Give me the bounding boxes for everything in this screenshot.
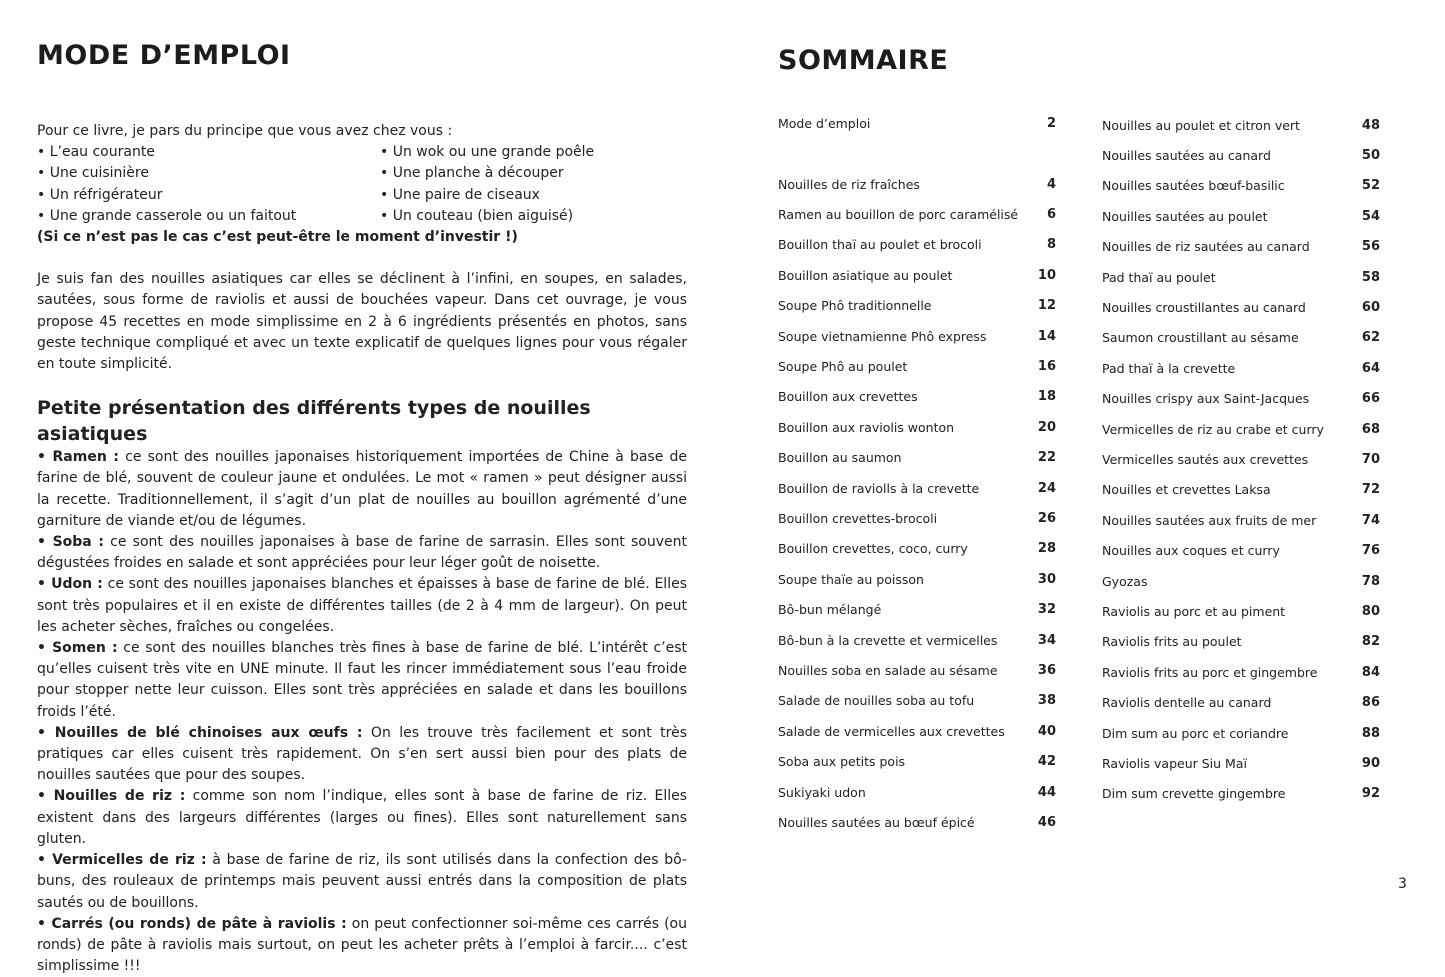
toc-entry-label: Soupe Phô au poulet bbox=[778, 358, 908, 374]
toc-entry-page: 78 bbox=[1361, 573, 1380, 589]
toc-entry bbox=[1102, 693, 1380, 713]
toc-entry-page: 84 bbox=[1361, 664, 1380, 680]
toc-entry-label: Vermicelles de riz au crabe et curry bbox=[1102, 421, 1324, 437]
left-page bbox=[37, 40, 687, 977]
toc-entry-label: Sukiyaki udon bbox=[778, 784, 866, 800]
toc-entry bbox=[778, 235, 1056, 255]
toc-entry-label: Ramen au bouillon de porc caramélisé bbox=[778, 206, 1019, 222]
toc-entry-label: Raviolis frits au poulet bbox=[1102, 634, 1242, 650]
equipment-item: • L’eau courante bbox=[37, 144, 155, 161]
noodle-type-term: • Carrés (ou ronds) de pâte à raviolis : bbox=[37, 915, 347, 932]
toc-entry-label: Nouilles soba en salade au sésame bbox=[778, 662, 998, 678]
toc-entry bbox=[1102, 237, 1380, 257]
toc-entry bbox=[778, 782, 1056, 802]
toc-entry-label: Bouillon crevettes, coco, curry bbox=[778, 541, 968, 557]
toc-entry-page: 36 bbox=[1037, 662, 1056, 678]
noodle-type-desc: ce sont des nouilles blanches très fines à base de farine de blé. L’intérêt c’est qu’elles cuisent très vite en UNE minute. Il faut les rincer immédiatement sous l’eau froide pour stopper nette leur cuisson. Elles sont très appréciées en salade et dans les bouillons froids l’été. bbox=[37, 640, 687, 720]
equipment-item: • Une planche à découper bbox=[380, 165, 564, 182]
toc-entry-page: 26 bbox=[1037, 510, 1056, 526]
toc-entry bbox=[778, 812, 1056, 832]
toc-entry-label: Bouillon au saumon bbox=[778, 450, 902, 466]
toc-entry-label: Nouilles sautées bœuf-basilic bbox=[1102, 178, 1285, 194]
mode-emploi-title: MODE D’EMPLOI bbox=[37, 40, 291, 71]
toc-entry-label: Bouillon aux raviolis wonton bbox=[778, 419, 955, 435]
noodle-types-list bbox=[37, 447, 687, 977]
noodle-type-term: • Vermicelles de riz : bbox=[37, 852, 207, 869]
toc-entry bbox=[1102, 784, 1380, 804]
toc-entry bbox=[1102, 145, 1380, 165]
noodle-type-term: • Soba : bbox=[37, 534, 104, 551]
toc-entry-page: 70 bbox=[1361, 451, 1380, 467]
noodle-type-item bbox=[37, 532, 687, 574]
toc-entry-label: Dim sum crevette gingembre bbox=[1102, 786, 1286, 802]
noodle-type-item bbox=[37, 914, 687, 977]
toc-entry bbox=[1102, 389, 1380, 409]
equipment-item: • Une paire de ciseaux bbox=[380, 186, 540, 203]
toc-entry-label: Soupe Phô traditionnelle bbox=[778, 298, 932, 314]
toc-entry-page: 48 bbox=[1361, 117, 1380, 133]
intro-text: Pour ce livre, je pars du principe que vous avez chez vous : bbox=[37, 123, 453, 139]
toc-entry bbox=[778, 600, 1056, 620]
toc-entry bbox=[778, 630, 1056, 650]
toc-entry bbox=[778, 448, 1056, 468]
toc-entry-page: 10 bbox=[1037, 267, 1056, 283]
toc-entry-page: 90 bbox=[1361, 755, 1380, 771]
toc-entry bbox=[1102, 510, 1380, 530]
toc-entry-page: 30 bbox=[1037, 571, 1056, 587]
toc-entry-label: Soupe thaïe au poisson bbox=[778, 571, 924, 587]
toc-entry-page: 14 bbox=[1037, 328, 1056, 344]
toc-entry bbox=[778, 296, 1056, 316]
toc-entry-label: Nouilles sautées au poulet bbox=[1102, 208, 1268, 224]
toc-entry bbox=[1102, 328, 1380, 348]
toc-entry bbox=[778, 356, 1056, 376]
toc-entry bbox=[778, 478, 1056, 498]
noodle-type-desc: ce sont des nouilles japonaises historiquement importées de Chine à base de farine de blé, souvent de couleur jaune et ondulées. Le mot « ramen » peut désigner aussi la recette. Traditionnellement, il s’agit d’un plat de nouilles au bouillon agrémenté d’une garniture de viande et/ou de légumes. bbox=[37, 449, 687, 529]
noodle-type-desc: on peut confectionner soi-même ces carrés (ou ronds) de pâte à raviolis mais surtout, on peut les acheter prêts à l’emploi à farcir.... c’est simplissime !!! bbox=[37, 915, 687, 975]
toc-entry bbox=[778, 508, 1056, 528]
toc-entry-label: Raviolis frits au porc et gingembre bbox=[1102, 664, 1318, 680]
toc-entry-label: Bouillon de raviolls à la crevette bbox=[778, 480, 980, 496]
toc-entry bbox=[1102, 723, 1380, 743]
toc-entry-label: Nouilles de riz sautées au canard bbox=[1102, 239, 1310, 255]
toc-entry-page: 2 bbox=[1046, 115, 1056, 131]
toc-entry-page: 40 bbox=[1037, 723, 1056, 739]
toc-entry bbox=[1102, 753, 1380, 773]
toc-entry-label: Bouillon aux crevettes bbox=[778, 389, 918, 405]
toc-entry-label: Saumon croustillant au sésame bbox=[1102, 330, 1299, 346]
toc-entry-page: 66 bbox=[1361, 391, 1380, 407]
toc-entry bbox=[1102, 206, 1380, 226]
equipment-row bbox=[37, 185, 687, 206]
toc-entry-page: 72 bbox=[1361, 482, 1380, 498]
toc-entry bbox=[1102, 358, 1380, 378]
toc-entry-page: 52 bbox=[1361, 178, 1380, 194]
noodle-type-item bbox=[37, 850, 687, 914]
noodle-type-item bbox=[37, 638, 687, 723]
toc-entry bbox=[778, 417, 1056, 437]
noodle-type-item bbox=[37, 723, 687, 787]
toc-entry-label: Bô-bun à la crevette et vermicelles bbox=[778, 632, 998, 648]
toc-entry-label: Pad thaï au poulet bbox=[1102, 269, 1216, 285]
toc-entry-label: Mode d’emploi bbox=[778, 115, 871, 131]
toc-entry-label: Salade de vermicelles aux crevettes bbox=[778, 723, 1005, 739]
noodle-type-desc: ce sont des nouilles japonaises blanches et épaisses à base de farine de blé. Elles sont très populaires et il en existe de différentes tailles (de 2 à 4 mm de largeur). On peut les acheter sèches, fraîches ou congelées. bbox=[37, 576, 687, 635]
toc-entry-page: 8 bbox=[1046, 237, 1056, 253]
noodle-type-term: • Ramen : bbox=[37, 449, 119, 466]
toc-entry-page: 42 bbox=[1037, 754, 1056, 770]
equipment-row bbox=[37, 206, 687, 227]
toc-entry-label: Nouilles de riz fraîches bbox=[778, 176, 920, 192]
equipment-row bbox=[37, 163, 687, 184]
toc-entry-page: 18 bbox=[1037, 389, 1056, 405]
toc-entry-page: 74 bbox=[1361, 512, 1380, 528]
toc-entry-label: Raviolis au porc et au piment bbox=[1102, 603, 1286, 619]
equipment-item: • Une cuisinière bbox=[37, 165, 149, 182]
toc-entry-page: 44 bbox=[1037, 784, 1056, 800]
toc-entry-page: 38 bbox=[1037, 693, 1056, 709]
toc-entry-label: Raviolis dentelle au canard bbox=[1102, 695, 1272, 711]
equipment-row bbox=[37, 142, 687, 163]
sommaire-title: SOMMAIRE bbox=[778, 45, 949, 76]
toc-entry bbox=[1102, 176, 1380, 196]
intro-paragraph: Je suis fan des nouilles asiatiques car elles se déclinent à l’infini, en soupes, en salades, sautées, sous forme de raviolis et aussi de bouchées vapeur. Dans cet ouvrage, je vous propose 45 recettes en mode simplissime en 2 à 6 ingrédients présentés en photos, sans geste technique compliqué et avec un texte explicatif de quelques lignes pour vous régaler en toute simplicité. bbox=[37, 271, 687, 373]
toc-entry-page: 92 bbox=[1361, 786, 1380, 802]
toc-entry bbox=[1102, 480, 1380, 500]
toc-entry-label: Bouillon crevettes-brocoli bbox=[778, 510, 938, 526]
toc-entry-page: 22 bbox=[1037, 450, 1056, 466]
noodle-type-term: • Nouilles de riz : bbox=[37, 788, 186, 805]
toc-entry bbox=[1102, 297, 1380, 317]
toc-entry-page: 28 bbox=[1037, 541, 1056, 557]
toc-entry bbox=[778, 539, 1056, 559]
toc-entry-label: Nouilles et crevettes Laksa bbox=[1102, 482, 1271, 498]
toc-entry-page: 76 bbox=[1361, 543, 1380, 559]
toc-entry-page: 88 bbox=[1361, 725, 1380, 741]
toc-entry bbox=[778, 265, 1056, 285]
noodle-type-desc: On les trouve très facilement et sont très pratiques car elles cuisent très rapidement. On s’en sert aussi bien pour des plats de nouilles sautées que pour des soupes. bbox=[37, 724, 687, 784]
equipment-item: • Un réfrigérateur bbox=[37, 186, 163, 203]
equipment-item: • Une grande casserole ou un faitout bbox=[37, 207, 297, 224]
toc-entry-label: Gyozas bbox=[1102, 573, 1148, 589]
toc-entry-label: Pad thaï à la crevette bbox=[1102, 360, 1236, 376]
toc-entry-page: 50 bbox=[1361, 147, 1380, 163]
toc-entry bbox=[1102, 662, 1380, 682]
toc-entry-page: 34 bbox=[1037, 632, 1056, 648]
toc-entry-page: 56 bbox=[1361, 239, 1380, 255]
noodle-type-item bbox=[37, 786, 687, 850]
toc-entry-label: Nouilles sautées au bœuf épicé bbox=[778, 814, 975, 830]
toc-entry bbox=[1102, 632, 1380, 652]
toc-entry-label: Nouilles crispy aux Saint-Jacques bbox=[1102, 391, 1310, 407]
toc-entry-page: 54 bbox=[1361, 208, 1380, 224]
toc-entry bbox=[778, 113, 1056, 133]
toc-entry-page: 80 bbox=[1361, 603, 1380, 619]
toc-entry bbox=[778, 174, 1056, 194]
equipment-note: (Si ce n’est pas le cas c’est peut-être le moment d’investir !) bbox=[37, 229, 518, 246]
toc-entry-page: 68 bbox=[1361, 421, 1380, 437]
toc-entry-label: Nouilles au poulet et citron vert bbox=[1102, 117, 1300, 133]
toc-entry-label: Nouilles sautées au canard bbox=[1102, 147, 1271, 163]
toc-entry-label: Vermicelles sautés aux crevettes bbox=[1102, 451, 1309, 467]
toc-entry-page: 60 bbox=[1361, 299, 1380, 315]
toc-entry-page: 86 bbox=[1361, 695, 1380, 711]
toc-entry bbox=[778, 691, 1056, 711]
toc-entry-page: 16 bbox=[1037, 358, 1056, 374]
toc-entry-label: Nouilles sautées aux fruits de mer bbox=[1102, 512, 1317, 528]
toc-entry-label: Nouilles croustillantes au canard bbox=[1102, 299, 1306, 315]
toc-entry bbox=[778, 721, 1056, 741]
noodle-type-term: • Somen : bbox=[37, 640, 118, 657]
toc-entry bbox=[1102, 601, 1380, 621]
toc-entry-page: 46 bbox=[1037, 814, 1056, 830]
toc-entry bbox=[1102, 267, 1380, 287]
toc-entry-page: 62 bbox=[1361, 330, 1380, 346]
toc-entry-label: Soupe vietnamienne Phô express bbox=[778, 328, 987, 344]
page-number: 3 bbox=[1398, 876, 1407, 892]
toc-entry-page: 24 bbox=[1037, 480, 1056, 496]
noodle-type-desc: comme son nom l’indique, elles sont à base de farine de riz. Elles existent dans des largeurs différentes (larges ou fines). Elles sont naturellement sans gluten. bbox=[37, 788, 688, 847]
equipment-item: • Un wok ou une grande poêle bbox=[380, 144, 595, 161]
toc-entry bbox=[778, 569, 1056, 589]
toc-entry-label: Raviolis vapeur Siu Maï bbox=[1102, 755, 1247, 771]
noodle-type-item bbox=[37, 447, 687, 532]
noodle-types-heading: Petite présentation des différents types de nouilles asiatiques bbox=[37, 397, 591, 446]
toc-entry-label: Soba aux petits pois bbox=[778, 754, 906, 770]
toc-entry-page: 4 bbox=[1046, 176, 1056, 192]
toc-entry bbox=[778, 326, 1056, 346]
toc-entry bbox=[1102, 419, 1380, 439]
noodle-type-term: • Nouilles de blé chinoises aux œufs : bbox=[37, 724, 363, 741]
toc-entry bbox=[778, 752, 1056, 772]
toc-entry bbox=[1102, 571, 1380, 591]
toc-entry-page: 32 bbox=[1037, 602, 1056, 618]
noodle-type-desc: à base de farine de riz, ils sont utilisés dans la confection des bô-buns, des rouleaux de printemps mais peuvent aussi entrés dans la composition de plats sautés ou de bouillons. bbox=[37, 852, 687, 911]
equipment-item: • Un couteau (bien aiguisé) bbox=[380, 207, 574, 224]
toc-entry-label: Dim sum au porc et coriandre bbox=[1102, 725, 1289, 741]
toc-entry-label: Nouilles aux coques et curry bbox=[1102, 543, 1280, 559]
toc-entry bbox=[778, 204, 1056, 224]
noodle-type-term: • Udon : bbox=[37, 576, 103, 593]
toc-entry bbox=[1102, 115, 1380, 135]
toc-entry bbox=[1102, 449, 1380, 469]
toc-entry-page: 64 bbox=[1361, 360, 1380, 376]
toc-entry-page: 12 bbox=[1037, 298, 1056, 314]
toc-entry-label: Bô-bun mélangé bbox=[778, 602, 882, 618]
toc-entry-label: Bouillon thaï au poulet et brocoli bbox=[778, 237, 982, 253]
noodle-type-item bbox=[37, 574, 687, 638]
toc-entry bbox=[1102, 541, 1380, 561]
toc-entry-label: Bouillon asiatique au poulet bbox=[778, 267, 953, 283]
noodle-type-desc: ce sont des nouilles japonaises à base de farine de sarrasin. Elles sont souvent dégustées froides en salade et sont appréciées pour leur léger goût de noisette. bbox=[37, 534, 687, 572]
intro-block bbox=[37, 121, 687, 248]
toc-entry bbox=[778, 387, 1056, 407]
toc-entry-page: 82 bbox=[1361, 634, 1380, 650]
toc-entry bbox=[778, 660, 1056, 680]
toc-entry-page: 6 bbox=[1046, 206, 1056, 222]
toc-entry-label: Salade de nouilles soba au tofu bbox=[778, 693, 975, 709]
toc-entry-page: 20 bbox=[1037, 419, 1056, 435]
toc-entry-page: 58 bbox=[1361, 269, 1380, 285]
